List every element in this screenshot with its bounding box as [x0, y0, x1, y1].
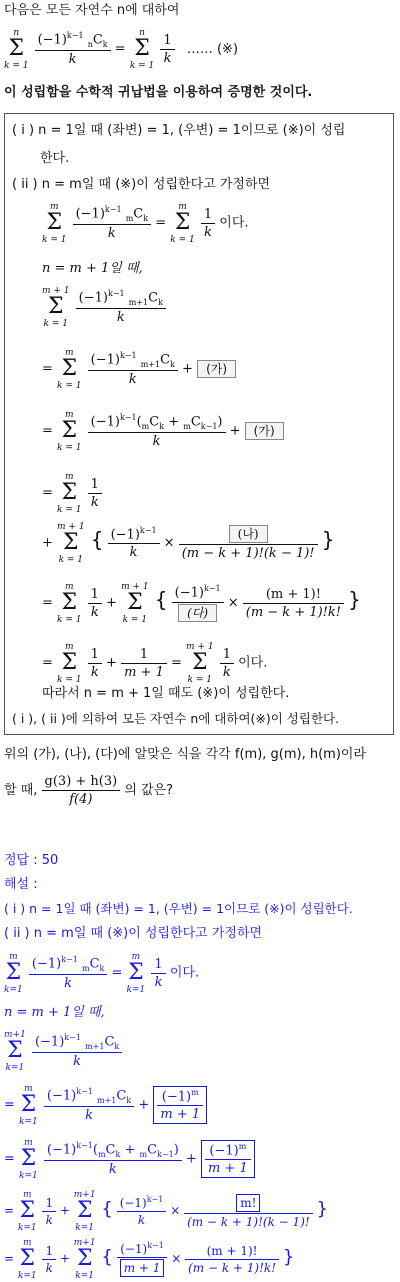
answer-line-ga2: = m Σ k=1 $\frac{(-1)^{k-1}(_mC_k + _mC_{k-1})}{k}$ + $\frac{(-1)^m}{m + 1}$	[4, 1136, 255, 1182]
proof-line-harmonic: = m Σ k = 1 $\frac{1}{k}$	[42, 470, 102, 516]
proof-line-da: = m Σ k = 1 $\frac{1}{k}$ + m + 1 Σ k = 1 { $\frac{(-1)^{k-1}}{\text{(다)}}$ × $\frac{(m + 1)!}{(m - k + 1)!k!}$ }	[42, 582, 361, 625]
proof-sum-m1: m + 1 Σ k = 1 $\frac{(-1)^{k-1} _{m+1}C_k}{k}$	[42, 284, 166, 330]
answer-sum-m1: m+1 Σ k=1 $\frac{(-1)^{k-1} _{m+1}C_k}{k}$	[4, 1028, 122, 1074]
blank-na: (나)	[229, 525, 268, 543]
proof-conclude2: ( i ), ( ii )에 의하여 모든 자연수 n에 대하여(※)이 성립한다.	[12, 711, 340, 726]
answer-line-ga1: = m Σ k=1 $\frac{(-1)^{k-1} _{m+1}C_k}{k}$ + $\frac{(-1)^m}{m + 1}$	[4, 1082, 207, 1128]
problem-intro: 다음은 모든 자연수 n에 대하여	[4, 3, 180, 18]
problem-instruction: 이 성립함을 수학적 귀납법을 이용하여 증명한 것이다.	[4, 85, 313, 100]
question-line2: 할 때, $\frac{g(3) + h(3)}{f(4)}$ 의 값은?	[4, 774, 174, 807]
proof-assumption: m Σ k = 1 $\frac{(-1)^{k-1} _mC_k}{k}$ = m Σ k = 1 $\frac{1}{k}$ 이다.	[42, 202, 249, 245]
answer-assumption: m Σ k=1 $\frac{(-1)^{k-1} _mC_k}{k}$ = m Σ k=1 $\frac{1}{k}$ 이다.	[4, 952, 200, 995]
answer-line-da: = m Σ k=1 $\frac{1}{k}$ + m+1 Σ k=1 { $\frac{(-1)^{k-1}}{m + 1}$ × $\frac{(m + 1)!}{(m - k + 1)!k!}$ }	[4, 1238, 295, 1281]
proof-line-final: = m Σ k = 1 $\frac{1}{k}$ + $\frac{1}{m + 1}$ = m + 1 Σ k = 1 $\frac{1}{k}$ 이다.	[42, 642, 268, 685]
proof-step2: ( ii ) n = m일 때 (※)이 성립한다고 가정하면	[12, 177, 271, 192]
blank-da: (다)	[178, 604, 217, 622]
proof-line-ga1: = m Σ k = 1 $\frac{(-1)^{k-1} _{m+1}C_k}{k}$ + (가)	[42, 346, 236, 392]
proof-line-na: + m + 1 Σ k = 1 { $\frac{(-1)^{k-1}}{k}$ × $\frac{\text{(나)}}{(m - k + 1)!(k - 1)!}$ }	[42, 522, 335, 565]
answer-n-m1: n = m + 1일 때,	[4, 1005, 105, 1020]
question-line1: 위의 (가), (나), (다)에 알맞은 식을 각각 f(m), g(m), h(m)이라	[4, 747, 367, 762]
problem-equation: n Σ k = 1 $\frac{(-1)^{k-1} _nC_k}{k}$ = n Σ k = 1 $\frac{1}{k}$ …… (※)	[4, 28, 239, 71]
answer-step2: ( ii ) n = m일 때 (※)이 성립한다고 가정하면	[4, 926, 263, 941]
equation-mark: …… (※)	[186, 41, 239, 57]
answer-step1: ( i ) n = 1일 때 (좌변) = 1, (우변) = 1이므로 (※)이 성립한다.	[4, 901, 353, 916]
proof-conclude1: 따라서 n = m + 1일 때도 (※)이 성립한다.	[42, 686, 290, 701]
proof-step1: ( i ) n = 1일 때 (좌변) = 1, (우변) = 1이므로 (※)이 성립	[12, 123, 346, 138]
proof-n-m1: n = m + 1일 때,	[42, 261, 143, 276]
answer-explain: 해설 :	[4, 877, 38, 892]
answer-label: 정답 : 50	[4, 853, 59, 868]
proof-step1-cont: 한다.	[40, 151, 70, 166]
blank-ga: (가)	[197, 360, 236, 378]
blank-ga-2: (가)	[245, 422, 284, 440]
answer-line-na: = m Σ k=1 $\frac{1}{k}$ + m+1 Σ k=1 { $\frac{(-1)^{k-1}}{k}$ × $\frac{m!}{(m - k + 1)!(k - 1)!}$ }	[4, 1190, 328, 1233]
proof-line-ga2: = m Σ k = 1 $\frac{(-1)^{k-1}(_mC_k + _mC_{k-1})}{k}$ + (가)	[42, 408, 284, 454]
